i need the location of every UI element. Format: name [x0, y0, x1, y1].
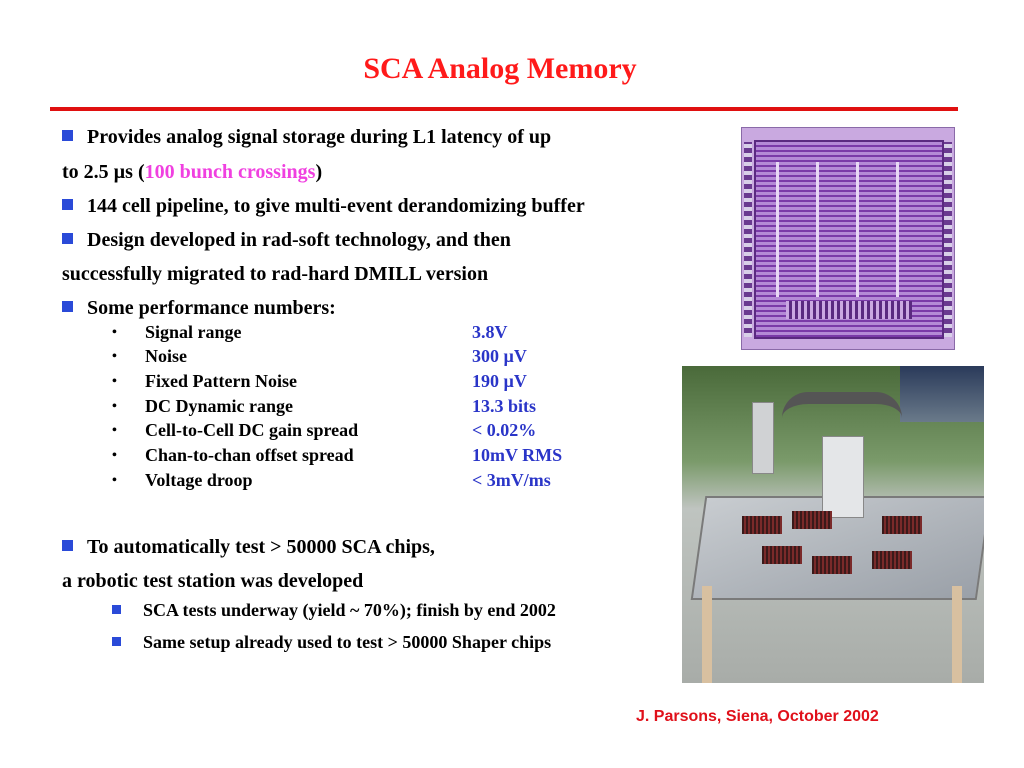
- chip-layout-image: [741, 127, 955, 350]
- chip-core: [754, 140, 944, 339]
- bullet-design-cont: successfully migrated to rad-hard DMILL version: [62, 263, 489, 285]
- perf-row: [112, 396, 537, 420]
- square-bullet-icon: [62, 130, 73, 141]
- chip-column: [896, 162, 899, 297]
- square-bullet-icon: [112, 637, 121, 646]
- perf-value: 13.3 bits: [472, 396, 537, 416]
- dot-bullet-icon: •: [112, 473, 117, 488]
- perf-row: [112, 322, 508, 346]
- perf-value: 190 µV: [472, 371, 527, 391]
- bullet-storage-cont-pre: to 2.5 µs (: [62, 161, 145, 183]
- perf-row: [112, 470, 551, 494]
- perf-row: [112, 445, 563, 469]
- perf-value: < 3mV/ms: [472, 470, 551, 490]
- bullet-storage-cont-post: ): [315, 161, 323, 183]
- sub-bullet-text: Same setup already used to test > 50000 Shaper chips: [143, 632, 552, 652]
- square-bullet-icon: [62, 301, 73, 312]
- slide-title: SCA Analog Memory: [363, 52, 637, 85]
- bullet-storage-text: Provides analog signal storage during L1 latency of up: [87, 126, 552, 148]
- bullet-storage-cont: [62, 160, 322, 184]
- sub-bullet-text: SCA tests underway (yield ~ 70%); finish by end 2002: [143, 600, 556, 620]
- dot-bullet-icon: •: [112, 349, 117, 364]
- bullet-robot-cont: a robotic test station was developed: [62, 570, 364, 592]
- dot-bullet-icon: •: [112, 325, 117, 340]
- bullet-performance-text: Some performance numbers:: [87, 297, 336, 319]
- dot-bullet-icon: •: [112, 374, 117, 389]
- table-leg: [702, 586, 712, 683]
- chip-pads-right: [944, 142, 952, 337]
- sub-bullet: [112, 632, 551, 653]
- chip-pads-left: [744, 142, 752, 337]
- photo-board: [792, 511, 832, 529]
- sub-bullet: [112, 600, 556, 621]
- photo-board: [812, 556, 852, 574]
- square-bullet-icon: [62, 233, 73, 244]
- perf-value: 3.8V: [472, 322, 508, 342]
- bullet-storage: [62, 125, 551, 149]
- perf-label: Fixed Pattern Noise: [145, 371, 297, 391]
- bullet-pipeline: [62, 194, 585, 218]
- perf-value: 10mV RMS: [472, 445, 563, 465]
- square-bullet-icon: [62, 199, 73, 210]
- dot-bullet-icon: •: [112, 448, 117, 463]
- dot-bullet-icon: •: [112, 399, 117, 414]
- bullet-performance: [62, 296, 336, 320]
- square-bullet-icon: [112, 605, 121, 614]
- chip-column: [816, 162, 819, 297]
- bullet-robot: [62, 535, 435, 559]
- perf-label: Voltage droop: [145, 470, 253, 490]
- bullet-pipeline-text: 144 cell pipeline, to give multi-event derandomizing buffer: [87, 195, 585, 217]
- photo-window: [900, 366, 984, 422]
- square-bullet-icon: [62, 540, 73, 551]
- perf-label: DC Dynamic range: [145, 396, 293, 416]
- photo-board: [872, 551, 912, 569]
- robot-arm: [782, 392, 902, 418]
- perf-value: 300 µV: [472, 346, 527, 366]
- bullet-design: [62, 228, 511, 252]
- perf-row: [112, 346, 527, 370]
- perf-value: < 0.02%: [472, 420, 537, 440]
- perf-label: Noise: [145, 346, 187, 366]
- bunch-crossings-highlight: 100 bunch crossings: [144, 161, 316, 183]
- perf-row: [112, 420, 537, 444]
- perf-label: Signal range: [145, 322, 242, 342]
- perf-label: Cell-to-Cell DC gain spread: [145, 420, 359, 440]
- chip-band: [786, 301, 912, 319]
- photo-board: [882, 516, 922, 534]
- robot-body: [822, 436, 864, 518]
- dot-bullet-icon: •: [112, 423, 117, 438]
- title-divider: [50, 107, 958, 111]
- photo-board: [762, 546, 802, 564]
- chip-column: [776, 162, 779, 297]
- photo-board: [742, 516, 782, 534]
- perf-label: Chan-to-chan offset spread: [145, 445, 354, 465]
- perf-row: [112, 371, 527, 395]
- bullet-design-text: Design developed in rad-soft technology, and then: [87, 229, 511, 251]
- chip-column: [856, 162, 859, 297]
- robot-test-station-photo: [682, 366, 984, 683]
- table-leg: [952, 586, 962, 683]
- footer-credit: J. Parsons, Siena, October 2002: [636, 708, 879, 725]
- robot-head: [752, 402, 774, 474]
- bullet-robot-text: To automatically test > 50000 SCA chips,: [87, 536, 435, 558]
